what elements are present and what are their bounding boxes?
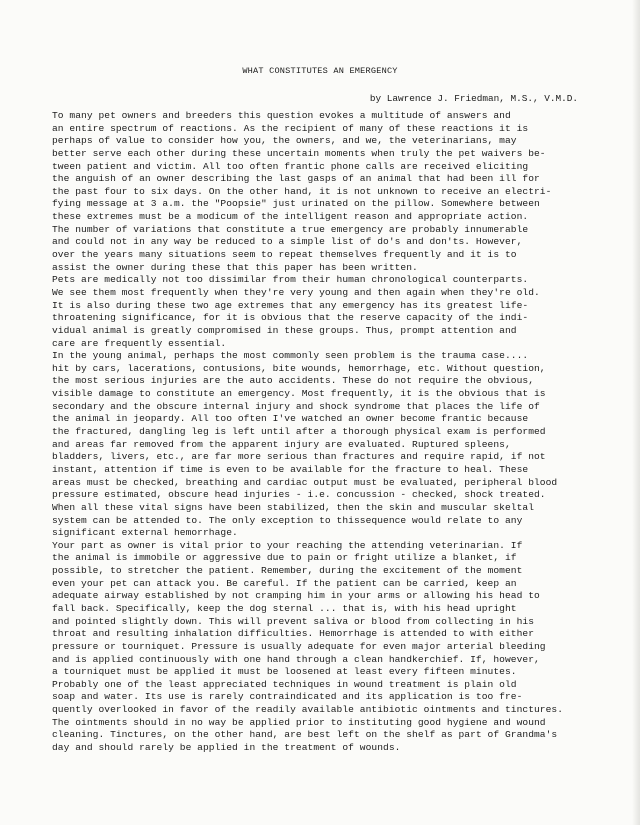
author-byline: by Lawrence J. Friedman, M.S., V.M.D. (369, 93, 578, 104)
text-line: Your part as owner is vital prior to your reaching the attending veterinarian. If (52, 539, 523, 551)
text-line: and pointed slightly down. This will prevent saliva or blood from collecting in his (52, 615, 534, 627)
text-line: over the years many situations seem to repeat themselves frequently and it is to (52, 249, 517, 261)
text-line: significant external hemorrhage. (52, 527, 238, 539)
text-line: the anguish of an owner describing the last gasps of an animal that had been ill for (52, 173, 540, 185)
text-line: the animal in jeopardy. All too often I've watched an owner become frantic because (52, 413, 529, 425)
text-line: the most serious injuries are the auto accidents. These do not require the obvious, (52, 375, 534, 387)
text-line: In the young animal, perhaps the most commonly seen problem is the trauma case.... (52, 350, 529, 362)
text-line: pressure or tourniquet. Pressure is usually adequate for even major arterial bleeding (52, 640, 546, 652)
text-line: throat and resulting inhalation difficulties. Hemorrhage is attended to with either (52, 628, 534, 640)
body-text (52, 110, 600, 755)
text-line: possible, to stretcher the patient. Remember, during the excitement of the moment (52, 565, 523, 577)
text-line: When all these vital signs have been stabilized, then the skin and muscular skeltal (52, 501, 534, 513)
text-line: throatening significance, for it is obvious that the reserve capacity of the indi- (52, 312, 529, 324)
text-line: instant, attention if time is even to be available for the fracture to heal. These (52, 463, 529, 475)
text-line: even your pet can attack you. Be careful. If the patient can be carried, keep an (52, 577, 517, 589)
text-line: care are frequently essential. (52, 337, 227, 349)
scan-edge-shadow (632, 0, 640, 825)
text-line: assist the owner during these that this paper has been written. (52, 261, 418, 273)
text-line: the fractured, dangling leg is left until after a thorough physical exam is performed (52, 426, 546, 438)
text-line: bladders, livers, etc., are far more serious than fractures and require rapid, if not (52, 451, 546, 463)
text-line: To many pet owners and breeders this question evokes a multitude of answers and (52, 110, 511, 121)
text-line: and is applied continuously with one hand through a clean handkerchief. If, however, (52, 653, 540, 665)
text-line: pressure estimated, obscure head injuries - i.e. concussion - checked, shock treated. (52, 489, 546, 501)
text-line: and could not in any way be reduced to a simple list of do's and don'ts. However, (52, 236, 523, 248)
text-line: fall back. Specifically, keep the dog sternal ... that is, with his head upright (52, 602, 517, 614)
text-line: We see them most frequently when they're very young and then again when they're old. (52, 286, 540, 298)
text-line: the animal is immobile or aggressive due to pain or fright utilize a blanket, if (52, 552, 517, 564)
text-line: and areas far removed from the apparent injury are evaluated. Ruptured spleens, (52, 438, 511, 450)
text-line: adequate airway established by not cramping him in your arms or allowing his head to (52, 590, 540, 602)
text-line: vidual animal is greatly compromised in these groups. Thus, prompt attention and (52, 324, 517, 336)
text-line: visible damage to constitute an emergency. Most frequently, it is the obvious that is (52, 388, 546, 400)
text-line: quently overlooked in favor of the readily available antibiotic ointments and tinctures. (52, 704, 564, 716)
text-line: The number of variations that constitute a true emergency are probably innumerable (52, 223, 529, 235)
text-line: these extremes must be a modicum of the intelligent reason and appropriate action. (52, 211, 529, 223)
text-line: day and should rarely be applied in the treatment of wounds. (52, 742, 401, 754)
document-title: WHAT CONSTITUTES AN EMERGENCY (242, 66, 398, 76)
text-line: soap and water. Its use is rarely contraindicated and its application is too fre- (52, 691, 523, 703)
text-line: The ointments should in no way be applied prior to instituting good hygiene and wound (52, 716, 546, 728)
text-line: the past four to six days. On the other hand, it is not unknown to receive an electri- (52, 185, 552, 197)
text-line: fying message at 3 a.m. the "Poopsie" just urinated on the pillow. Somewhere between (52, 198, 540, 210)
text-line: It is also during these two age extremes that any emergency has its greatest life- (52, 299, 529, 311)
text-line: tween patient and victim. All too often frantic phone calls are received eliciting (52, 160, 529, 172)
text-line: better serve each other during these uncertain moments when truly the pet waivers be- (52, 147, 546, 159)
text-line: an entire spectrum of reactions. As the recipient of many of these reactions it is (52, 122, 529, 134)
text-line: areas must be checked, breathing and cardiac output must be evaluated, peripheral blood (52, 476, 558, 488)
text-line: a tourniquet must be applied it must be loosened at least every fifteen minutes. (52, 666, 517, 678)
text-line: system can be attended to. The only exception to thissequence would relate to any (52, 514, 523, 526)
text-line: secondary and the obscure internal injury and shock syndrome that places the life of (52, 400, 540, 412)
text-line: hit by cars, lacerations, contusions, bite wounds, hemorrhage, etc. Without question, (52, 362, 546, 374)
text-line: Pets are medically not too dissimilar from their human chronological counterparts. (52, 274, 529, 286)
text-line: perhaps of value to consider how you, the owners, and we, the veterinarians, may (52, 135, 517, 147)
text-line: cleaning. Tinctures, on the other hand, are best left on the shelf as part of Grandma's (52, 729, 558, 741)
text-line: Probably one of the least appreciated techniques in wound treatment is plain old (52, 678, 517, 690)
